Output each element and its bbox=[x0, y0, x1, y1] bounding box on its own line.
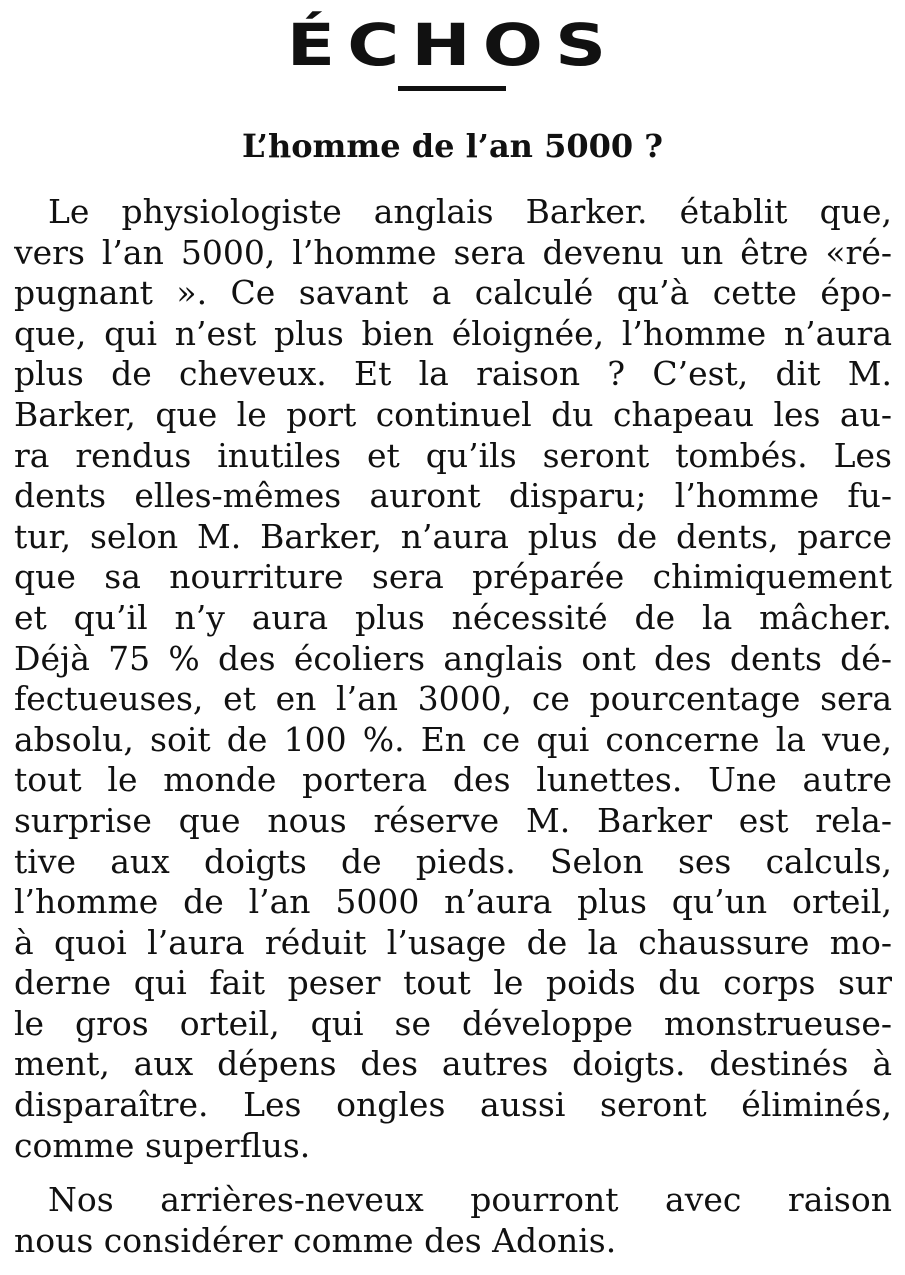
article-paragraph-2 bbox=[14, 1180, 892, 1261]
text-line: dents elles-mêmes auront disparu; l’homme fu- bbox=[14, 476, 892, 516]
text-line: à quoi l’aura réduit l’usage de la chaussure mo- bbox=[14, 922, 892, 962]
text-line: disparaître. Les ongles aussi seront éliminés, bbox=[14, 1085, 892, 1125]
text-line: tur, selon M. Barker, n’aura plus de dents, parce bbox=[14, 516, 892, 556]
text-line: ra rendus inutiles et qu’ils seront tombés. Les bbox=[14, 435, 892, 475]
text-line: pugnant ». Ce savant a calculé qu’à cette épo- bbox=[14, 273, 892, 313]
text-line: et qu’il n’y aura plus nécessité de la mâcher. bbox=[14, 597, 892, 637]
text-line: ment, aux dépens des autres doigts. destinés à bbox=[14, 1044, 892, 1084]
article-headline: L’homme de l’an 5000 ? bbox=[241, 127, 664, 165]
text-line: que sa nourriture sera préparée chimiquement bbox=[14, 557, 892, 597]
text-line: Nos arrières-neveux pourront avec raison bbox=[48, 1180, 892, 1219]
text-line: absolu, soit de 100 %. En ce qui concerne la vue, bbox=[14, 719, 892, 759]
text-line: que, qui n’est plus bien éloignée, l’homme n’aura bbox=[14, 313, 892, 353]
text-line: derne qui fait peser tout le poids du corps sur bbox=[14, 963, 892, 1003]
article-paragraph-1 bbox=[14, 192, 892, 1166]
text-line: fectueuses, et en l’an 3000, ce pourcentage sera bbox=[14, 679, 892, 719]
title-underline bbox=[398, 86, 506, 91]
section-title: ÉCHOS bbox=[286, 11, 619, 79]
text-line: Déjà 75 % des écoliers anglais ont des dents dé- bbox=[14, 638, 892, 678]
text-line: Le physiologiste anglais Barker. établit que, bbox=[48, 192, 892, 231]
text-line: tive aux doigts de pieds. Selon ses calculs, bbox=[14, 841, 892, 881]
text-line: vers l’an 5000, l’homme sera devenu un être «ré- bbox=[14, 232, 892, 272]
text-line: comme superflus. bbox=[14, 1125, 311, 1165]
text-line: tout le monde portera des lunettes. Une autre bbox=[14, 760, 892, 800]
text-line: nous considérer comme des Adonis. bbox=[14, 1220, 617, 1260]
text-line: l’homme de l’an 5000 n’aura plus qu’un orteil, bbox=[14, 882, 892, 922]
text-line: Barker, que le port continuel du chapeau les au- bbox=[14, 394, 892, 434]
text-line: le gros orteil, qui se développe monstrueuse- bbox=[14, 1003, 892, 1043]
text-line: plus de cheveux. Et la raison ? C’est, dit M. bbox=[14, 354, 892, 394]
text-line: surprise que nous réserve M. Barker est rela- bbox=[14, 800, 892, 840]
